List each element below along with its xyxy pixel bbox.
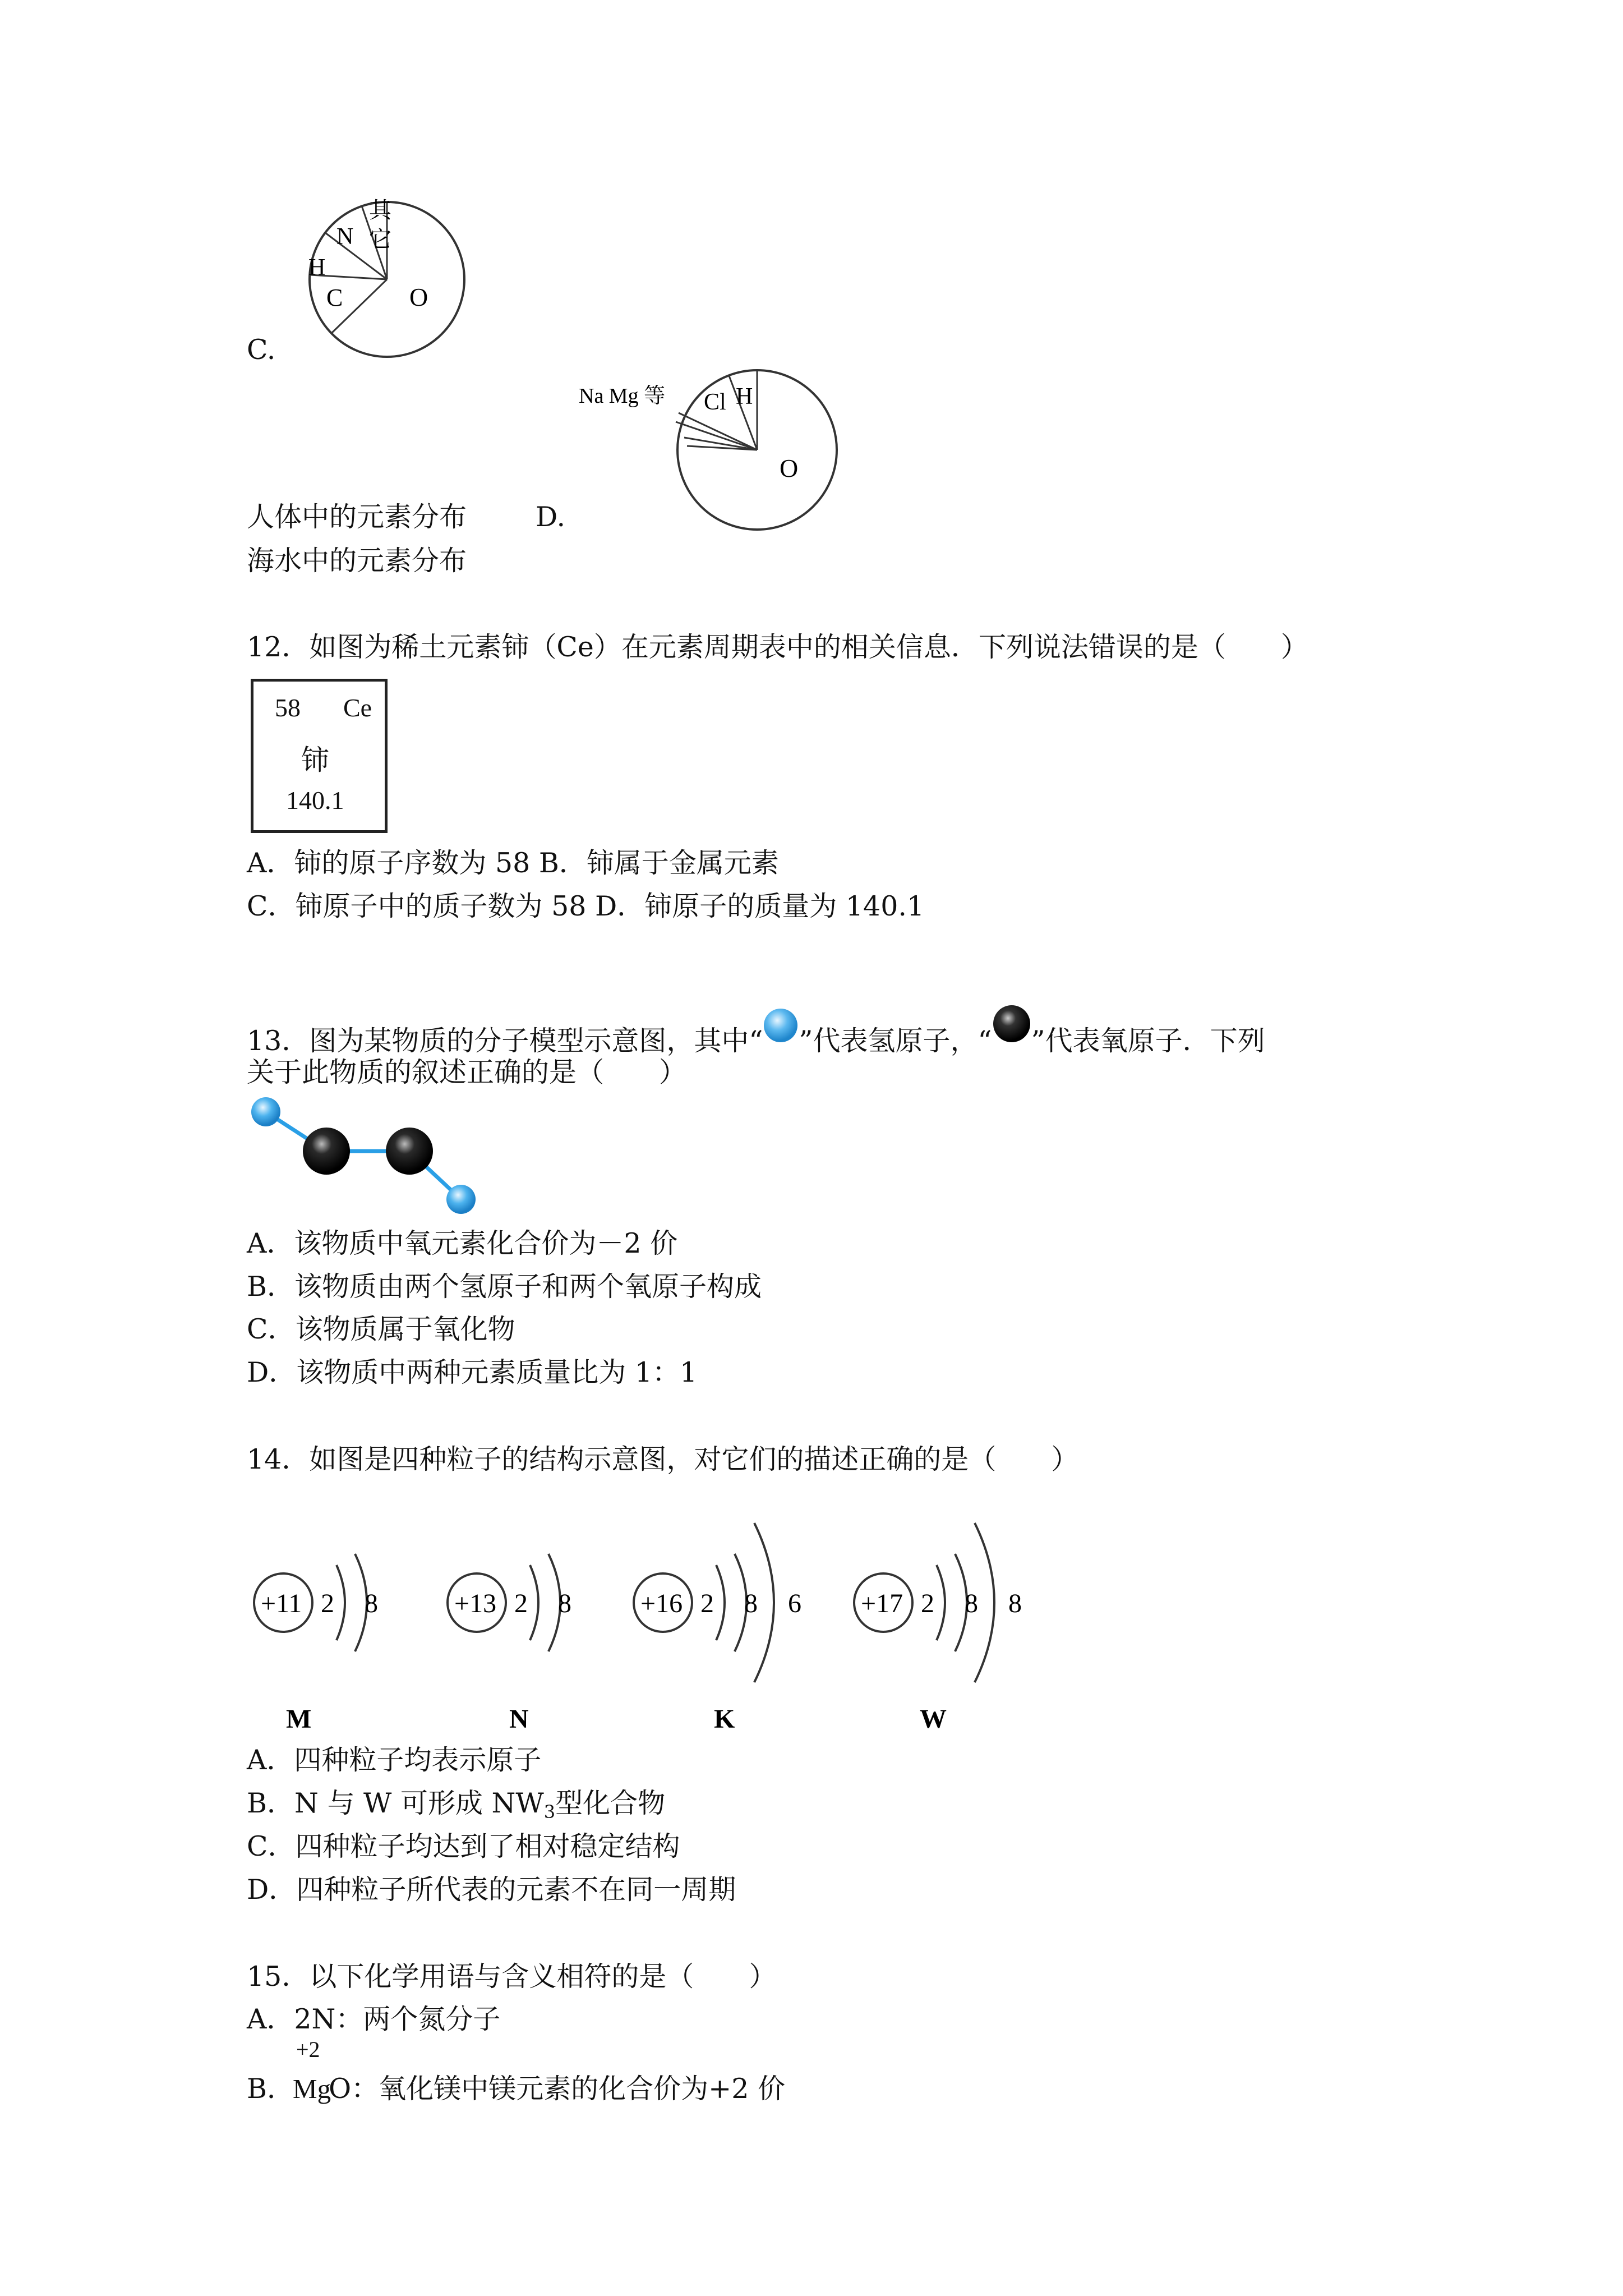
particle-n-label: N — [509, 1704, 529, 1734]
tile-name: 铈 — [301, 744, 329, 776]
particle-structure-diagrams — [241, 1492, 1049, 1750]
q12-stem: 12．如图为稀土元素铈（Ce）在元素周期表中的相关信息．下列说法错误的是（ ） — [247, 631, 1308, 663]
oxygen-atom — [386, 1128, 433, 1175]
pie-c-label-other-bottom: 它 — [369, 227, 391, 252]
q14-option-c: C．四种粒子均达到了相对稳定结构 — [247, 1830, 680, 1862]
pie-d-label-h: H — [736, 384, 753, 409]
q15-valence-charge: +2 — [296, 2037, 320, 2062]
q13-option-b: B．该物质由两个氢原子和两个氧原子构成 — [247, 1271, 762, 1303]
q12-option-ab: A．铈的原子序数为 58 B．铈属于金属元素 — [247, 847, 779, 879]
q13-option-a: A．该物质中氧元素化合价为－2 价 — [247, 1227, 678, 1259]
pie-chart-seawater — [578, 359, 858, 539]
particle-k-shell-1: 2 — [700, 1589, 714, 1618]
pie-c-label-other-top: 其 — [369, 197, 391, 223]
oxygen-atom — [303, 1128, 350, 1175]
pie-c-label-h: H — [308, 255, 326, 280]
tile-atomic-number: 58 — [275, 693, 301, 722]
q14-option-b-pre: B．N 与 W 可形成 NW — [247, 1787, 544, 1819]
q13-stem-line2: 关于此物质的叙述正确的是（ ） — [247, 1056, 687, 1088]
particle-k-shell-2: 8 — [744, 1589, 758, 1618]
particle-w-shell-1: 2 — [921, 1589, 934, 1618]
particle-n-shell-1: 2 — [514, 1589, 528, 1618]
option-c-label: C. — [247, 334, 276, 366]
pie-c-label-o: O — [409, 283, 428, 311]
q15-option-a: A．2N：两个氮分子 — [247, 2003, 501, 2035]
caption-seawater: 海水中的元素分布 — [247, 545, 467, 577]
particle-k-shell-3: 6 — [788, 1589, 801, 1618]
particle-w-nucleus: +17 — [861, 1589, 903, 1618]
molecule-model-h2o2 — [247, 1094, 482, 1223]
q13-option-c: C．该物质属于氧化物 — [247, 1313, 515, 1345]
q14-option-a: A．四种粒子均表示原子 — [247, 1744, 542, 1776]
q14-option-b-subscript: 3 — [543, 1801, 556, 1823]
q14-option-b — [247, 1786, 665, 1830]
pie-c-label-n: N — [336, 224, 354, 250]
hydrogen-atom — [251, 1097, 280, 1126]
particle-w-label: W — [920, 1704, 947, 1734]
caption-human-body: 人体中的元素分布 — [247, 501, 467, 533]
q13-stem-part2: ”代表氢原子，“ — [799, 1025, 992, 1057]
q15-option-b-text: O：氧化镁中镁元素的化合价为+2 价 — [329, 2073, 785, 2105]
particle-m-nucleus: +11 — [261, 1589, 302, 1618]
particle-n-shell-2: 8 — [558, 1589, 571, 1618]
pie-d-label-na-mg: Na Mg 等 — [579, 384, 666, 408]
particle-k-nucleus: +16 — [640, 1589, 683, 1618]
q14-option-d: D．四种粒子所代表的元素不在同一周期 — [247, 1874, 736, 1906]
q13-stem-part1: 13．图为某物质的分子模型示意图，其中“ — [247, 1025, 763, 1057]
q12-option-cd: C．铈原子中的质子数为 58 D．铈原子的质量为 140.1 — [247, 890, 925, 922]
q14-option-b-post: 型化合物 — [555, 1787, 666, 1819]
q15-element-symbol: Mg — [293, 2073, 331, 2104]
tile-atomic-mass: 140.1 — [286, 786, 344, 815]
particle-w-shell-2: 8 — [965, 1589, 978, 1618]
pie-d-label-cl: Cl — [704, 389, 726, 415]
hydrogen-atom-icon — [763, 1007, 799, 1043]
particle-m-shell-2: 8 — [365, 1589, 378, 1618]
option-d-label: D. — [536, 501, 566, 533]
q13-stem-line1 — [247, 1004, 1265, 1059]
particle-m-label: M — [286, 1704, 312, 1734]
particle-w-shell-3: 8 — [1008, 1589, 1022, 1618]
q15-stem: 15．以下化学用语与含义相符的是（ ） — [247, 1961, 777, 1993]
oxygen-atom-icon — [992, 1004, 1031, 1043]
periodic-tile-cerium — [251, 679, 388, 833]
q14-stem: 14．如图是四种粒子的结构示意图，对它们的描述正确的是（ ） — [247, 1443, 1079, 1475]
tile-symbol: Ce — [343, 693, 372, 722]
pie-d-label-o: O — [780, 454, 799, 482]
hydrogen-atom — [446, 1185, 476, 1214]
pie-c-label-c: C — [326, 284, 343, 311]
particle-k-label: K — [714, 1704, 735, 1734]
q13-stem-part3: ”代表氧原子．下列 — [1031, 1025, 1265, 1057]
q15-option-b-label: B． — [247, 2073, 295, 2105]
q13-option-d: D．该物质中两种元素质量比为 1：1 — [247, 1356, 698, 1388]
pie-chart-human-body — [292, 191, 471, 365]
particle-m-shell-1: 2 — [321, 1589, 334, 1618]
particle-n-nucleus: +13 — [454, 1589, 497, 1618]
